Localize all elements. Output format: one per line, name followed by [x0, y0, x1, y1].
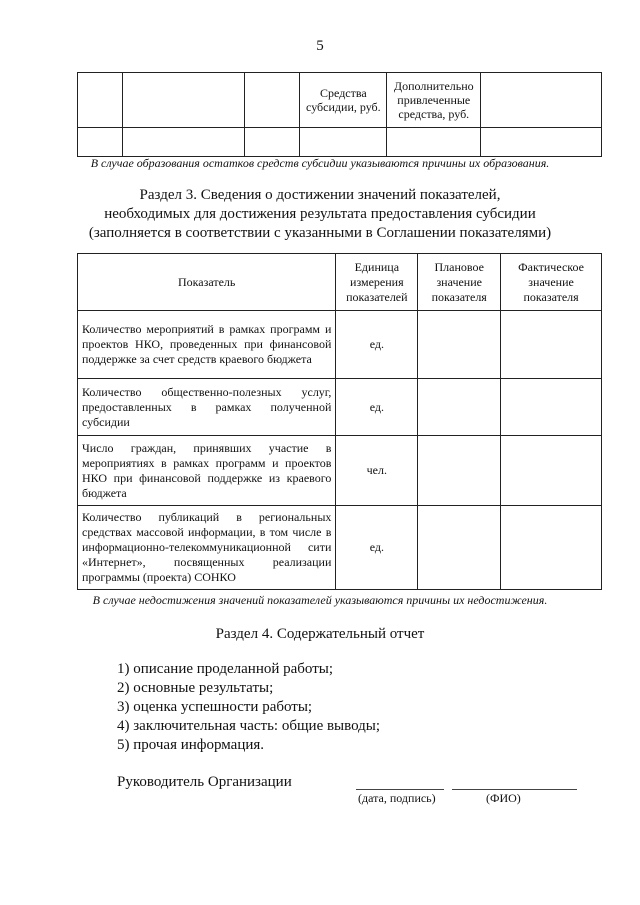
note-balances: В случае образования остатков средств субсидии указываются причины их образования.	[90, 156, 550, 170]
list-item: 3) оценка успешности работы;	[117, 699, 313, 715]
indicator-unit: чел.	[336, 436, 418, 506]
table-row	[78, 436, 602, 506]
planned-value	[418, 311, 501, 379]
funds-cell	[244, 73, 300, 128]
section3-title-line: (заполняется в соответствии с указанными в Соглашении показателями)	[88, 225, 552, 241]
section3-title-line: необходимых для достижения результата предоставления субсидии	[104, 206, 536, 222]
actual-header: Фактическое значение показателя	[501, 254, 602, 311]
page-number: 5	[316, 38, 324, 54]
indicators-table	[77, 253, 602, 590]
indicator-name: Количество публикаций в региональных средствах массовой информации, в том числе в информационно-телекоммуникационной сити «Интернет», посвященных реализации программы (проекта) СОНКО	[78, 506, 336, 590]
report-items-list	[117, 660, 380, 755]
date-signature-line	[356, 789, 444, 790]
table-row	[78, 506, 602, 590]
unit-header: Единица измерения показателей	[336, 254, 418, 311]
actual-value	[501, 436, 602, 506]
funds-cell	[78, 128, 123, 157]
indicator-header: Показатель	[78, 254, 336, 311]
indicator-unit: ед.	[336, 311, 418, 379]
actual-value	[501, 379, 602, 436]
planned-value	[418, 379, 501, 436]
funds-cell	[387, 128, 481, 157]
list-item: 2) основные результаты;	[117, 680, 274, 696]
actual-value	[501, 506, 602, 590]
table-row	[78, 311, 602, 379]
funds-cell	[244, 128, 300, 157]
indicator-name: Количество мероприятий в рамках программ и проектов НКО, проведенных при финансовой поддержке за счет средств краевого бюджета	[78, 311, 336, 379]
funds-cell	[122, 128, 244, 157]
note-indicators: В случае недостижения значений показателей указываются причины их недостижения.	[92, 593, 548, 607]
funds-cell	[481, 73, 602, 128]
indicator-name: Число граждан, принявших участие в мероприятиях в рамках программ и проектов НКО при финансовой поддержке из краевого бюджета	[78, 436, 336, 506]
signer-label: Руководитель Организации	[117, 774, 292, 790]
funds-cell	[481, 128, 602, 157]
funds-table	[77, 72, 602, 157]
funds-cell	[78, 73, 123, 128]
section3-title	[0, 186, 640, 243]
table-row	[78, 379, 602, 436]
fio-line	[452, 789, 577, 790]
list-item: 5) прочая информация.	[117, 737, 265, 753]
list-item: 1) описание проделанной работы;	[117, 661, 334, 677]
section4-title: Раздел 4. Содержательный отчет	[215, 626, 425, 642]
planned-value	[418, 506, 501, 590]
funds-cell	[300, 128, 387, 157]
planned-header: Плановое значение показателя	[418, 254, 501, 311]
section3-title-line: Раздел 3. Сведения о достижении значений показателей,	[139, 187, 501, 203]
fio-caption: (ФИО)	[486, 791, 521, 805]
funds-cell	[122, 73, 244, 128]
funds-subsidy-header: Средства субсидии, руб.	[300, 73, 387, 128]
date-signature-caption: (дата, подпись)	[358, 791, 436, 805]
actual-value	[501, 311, 602, 379]
indicator-name: Количество общественно-полезных услуг, предоставленных в рамках полученной субсидии	[78, 379, 336, 436]
list-item: 4) заключительная часть: общие выводы;	[117, 718, 381, 734]
indicator-unit: ед.	[336, 506, 418, 590]
planned-value	[418, 436, 501, 506]
indicator-unit: ед.	[336, 379, 418, 436]
additional-funds-header: Дополнительно привлеченные средства, руб.	[387, 73, 481, 128]
